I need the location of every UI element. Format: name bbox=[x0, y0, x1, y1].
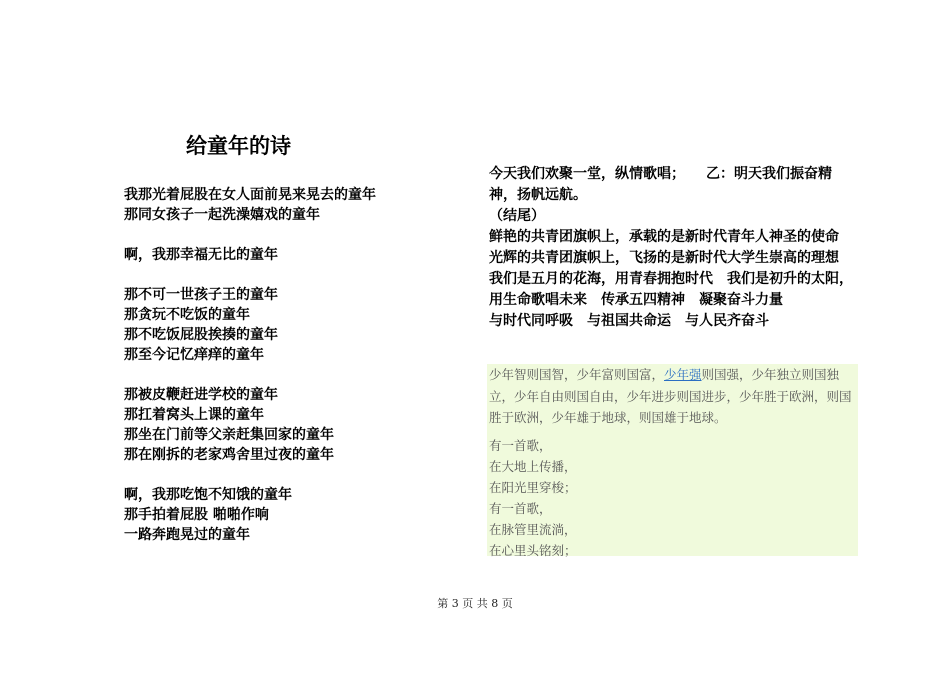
song-line: 有一首歌， bbox=[489, 500, 552, 516]
right-paragraph-2: （结尾） bbox=[489, 208, 545, 224]
poem-line: 那扛着窝头上课的童年 bbox=[124, 407, 264, 423]
right-column bbox=[489, 164, 859, 332]
quote-box bbox=[487, 364, 858, 556]
right-paragraph-4: 与时代同呼吸 与祖国共命运 与人民齐奋斗 bbox=[489, 313, 769, 329]
song-line: 在脉管里流淌， bbox=[489, 521, 577, 537]
song-line: 在大地上传播， bbox=[489, 458, 577, 474]
poem-blank-line bbox=[124, 225, 444, 245]
quote-paragraph bbox=[487, 364, 858, 429]
document-title: 给童年的诗 bbox=[186, 134, 291, 158]
poem-line: 那不可一世孩子王的童年 bbox=[124, 287, 278, 303]
poem-line: 啊，我那幸福无比的童年 bbox=[124, 247, 278, 263]
poem-line: 那在刚拆的老家鸡舍里过夜的童年 bbox=[124, 447, 334, 463]
poem-line: 那被皮鞭赶进学校的童年 bbox=[124, 387, 278, 403]
page-footer: 第 3 页 共 8 页 bbox=[437, 597, 513, 610]
poem-line: 那坐在门前等父亲赶集回家的童年 bbox=[124, 427, 334, 443]
poem-blank-line bbox=[124, 365, 444, 385]
song-lines bbox=[487, 435, 858, 561]
poem-line: 那同女孩子一起洗澡嬉戏的童年 bbox=[124, 207, 320, 223]
poem-blank-line bbox=[124, 465, 444, 485]
poem-line: 那不吃饭屁股挨揍的童年 bbox=[124, 327, 278, 343]
poem-line: 那至今记忆痒痒的童年 bbox=[124, 347, 264, 363]
poem-line: 那手拍着屁股 啪啪作响 bbox=[124, 507, 269, 523]
left-poem bbox=[124, 185, 444, 545]
song-line: 在阳光里穿梭； bbox=[489, 479, 577, 495]
poem-line: 一路奔跑晃过的童年 bbox=[124, 527, 250, 543]
quote-text-before: 少年智则国智，少年富则国富， bbox=[489, 367, 665, 382]
poem-line: 我那光着屁股在女人面前晃来晃去的童年 bbox=[124, 187, 376, 203]
poem-line: 啊，我那吃饱不知饿的童年 bbox=[124, 487, 292, 503]
poem-blank-line bbox=[124, 265, 444, 285]
right-paragraph-3: 鲜艳的共青团旗帜上，承载的是新时代青年人神圣的使命 光辉的共青团旗帜上，飞扬的是新时代大学生崇高的理想 我们是五月的花海，用青春拥抱时代 我们是初升的太阳，用生命歌唱未来 传承五四精神 凝聚奋斗力量 bbox=[489, 229, 853, 308]
song-line: 在心里头铭刻； bbox=[489, 542, 577, 558]
right-paragraph-1: 今天我们欢聚一堂，纵情歌唱； 乙：明天我们振奋精神，扬帆远航。 bbox=[489, 166, 832, 203]
quote-link[interactable]: 少年强 bbox=[664, 367, 702, 382]
quote-text-after: 则国强，少年独立则国独立，少年自由则国自由，少年进步则国进步，少年胜于欧洲，则国胜于欧洲，少年雄于地球，则国雄于地球。 bbox=[489, 367, 852, 425]
poem-line: 那贪玩不吃饭的童年 bbox=[124, 307, 250, 323]
song-line: 有一首歌， bbox=[489, 437, 552, 453]
